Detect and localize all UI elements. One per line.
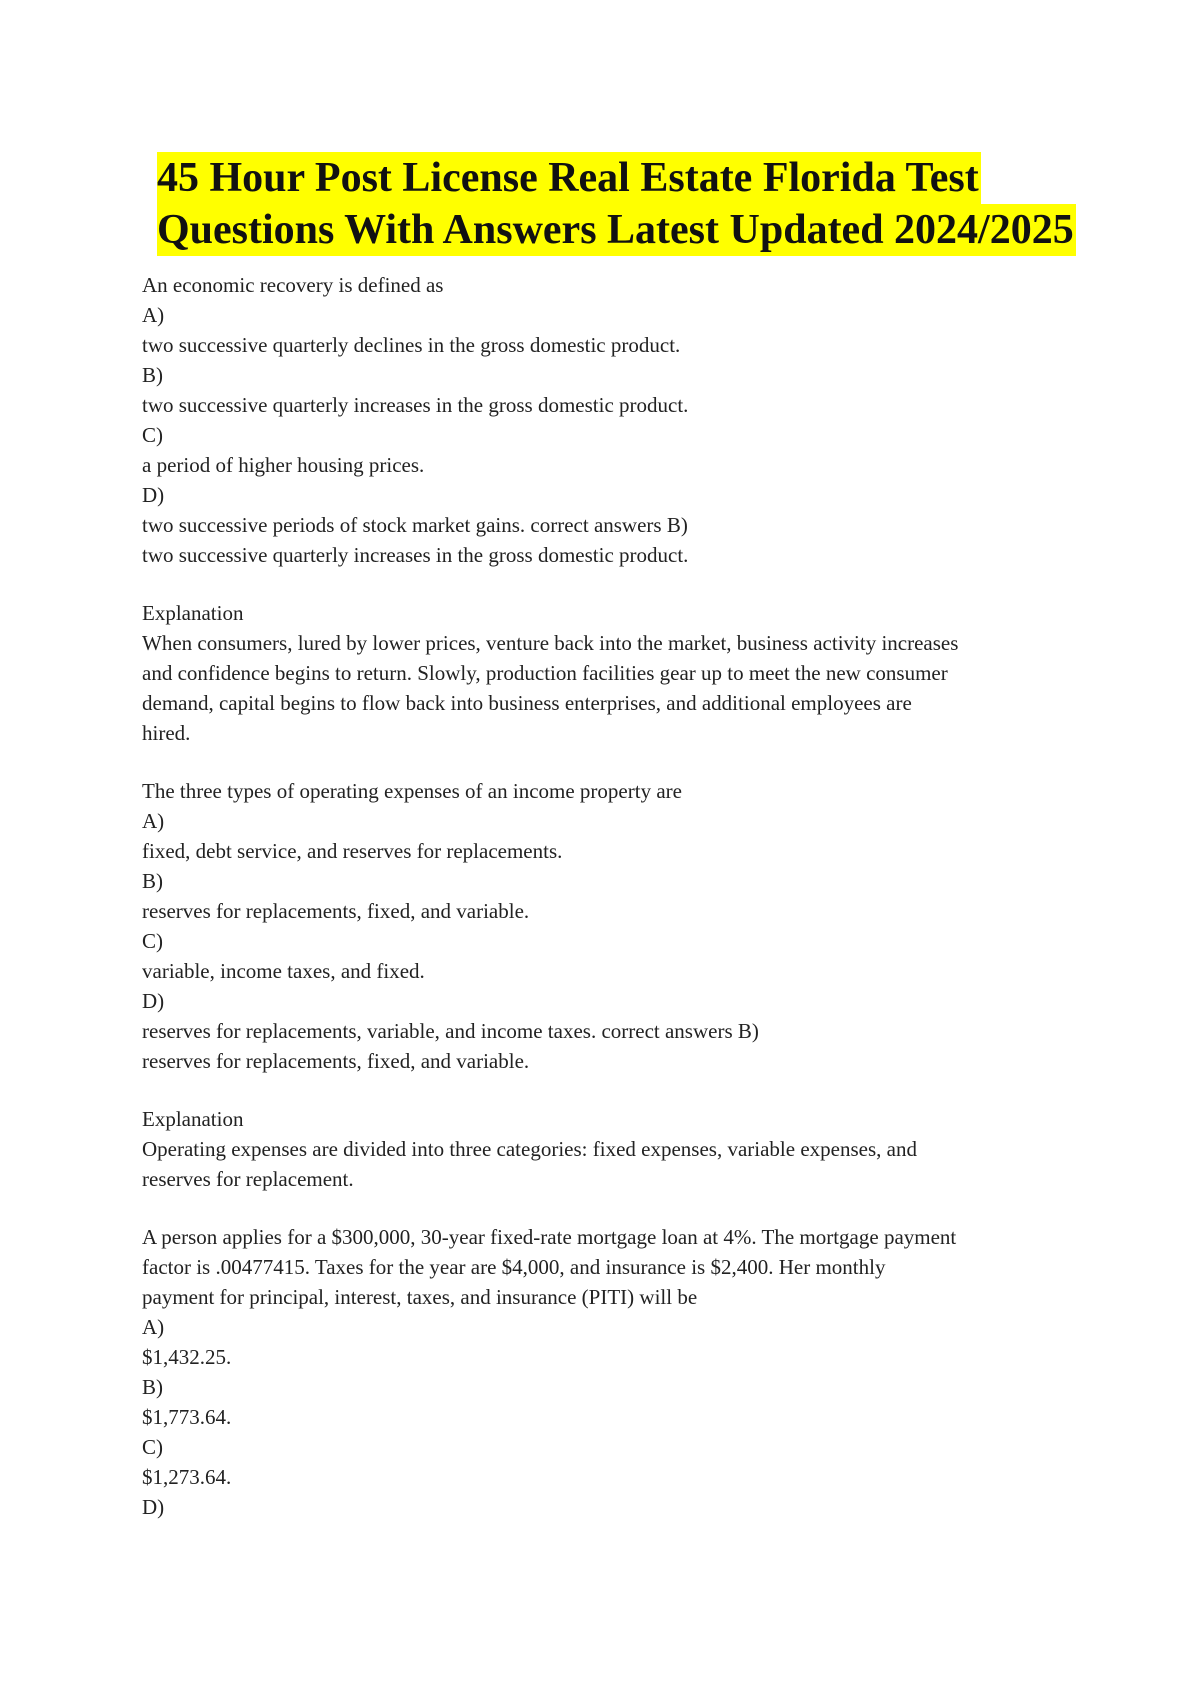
explanation-text: and confidence begins to return. Slowly, production facilities gear up to meet the new consumer [142,661,948,685]
option-text: two successive quarterly increases in the gross domestic product. [142,393,689,417]
question-stem: An economic recovery is defined as [142,273,444,297]
option-text: reserves for replacements, fixed, and variable. [142,899,530,923]
question-stem: payment for principal, interest, taxes, and insurance (PITI) will be [142,1285,698,1309]
option-letter: B) [142,363,163,387]
option-letter: A) [142,303,165,327]
option-letter: B) [142,1375,163,1399]
option-letter: D) [142,483,165,507]
question-3 [142,1222,1082,1522]
document-title [157,152,1117,256]
option-letter: C) [142,1435,163,1459]
option-text: $1,273.64. [142,1465,232,1489]
explanation-text: hired. [142,721,191,745]
title-line-2: Questions With Answers Latest Updated 2024/2025 [157,204,1076,256]
question-1 [142,270,1082,748]
option-text: a period of higher housing prices. [142,453,425,477]
option-letter: D) [142,1495,165,1519]
explanation-text: reserves for replacement. [142,1167,354,1191]
explanation-text: demand, capital begins to flow back into business enterprises, and additional employees are [142,691,912,715]
question-2 [142,776,1082,1194]
option-letter: A) [142,1315,165,1339]
answer-continuation: two successive quarterly increases in the gross domestic product. [142,543,689,567]
answer-continuation: reserves for replacements, fixed, and variable. [142,1049,530,1073]
option-text: fixed, debt service, and reserves for replacements. [142,839,563,863]
option-text: two successive quarterly declines in the gross domestic product. [142,333,681,357]
question-stem: factor is .00477415. Taxes for the year are $4,000, and insurance is $2,400. Her monthly [142,1255,886,1279]
option-letter: D) [142,989,165,1013]
question-stem: A person applies for a $300,000, 30-year fixed-rate mortgage loan at 4%. The mortgage payment [142,1225,957,1249]
option-letter: A) [142,809,165,833]
explanation-text: Operating expenses are divided into three categories: fixed expenses, variable expenses, and [142,1137,917,1161]
option-text: variable, income taxes, and fixed. [142,959,425,983]
explanation-text: When consumers, lured by lower prices, venture back into the market, business activity increases [142,631,959,655]
option-text: two successive periods of stock market gains. correct answers B) [142,513,688,537]
explanation-label: Explanation [142,601,244,625]
option-text: reserves for replacements, variable, and income taxes. correct answers B) [142,1019,759,1043]
option-text: $1,432.25. [142,1345,232,1369]
option-letter: B) [142,869,163,893]
option-letter: C) [142,929,163,953]
title-line-1: 45 Hour Post License Real Estate Florida Test [157,152,981,204]
question-stem: The three types of operating expenses of an income property are [142,779,682,803]
document-body [142,270,1082,1522]
explanation-label: Explanation [142,1107,244,1131]
option-text: $1,773.64. [142,1405,232,1429]
option-letter: C) [142,423,163,447]
